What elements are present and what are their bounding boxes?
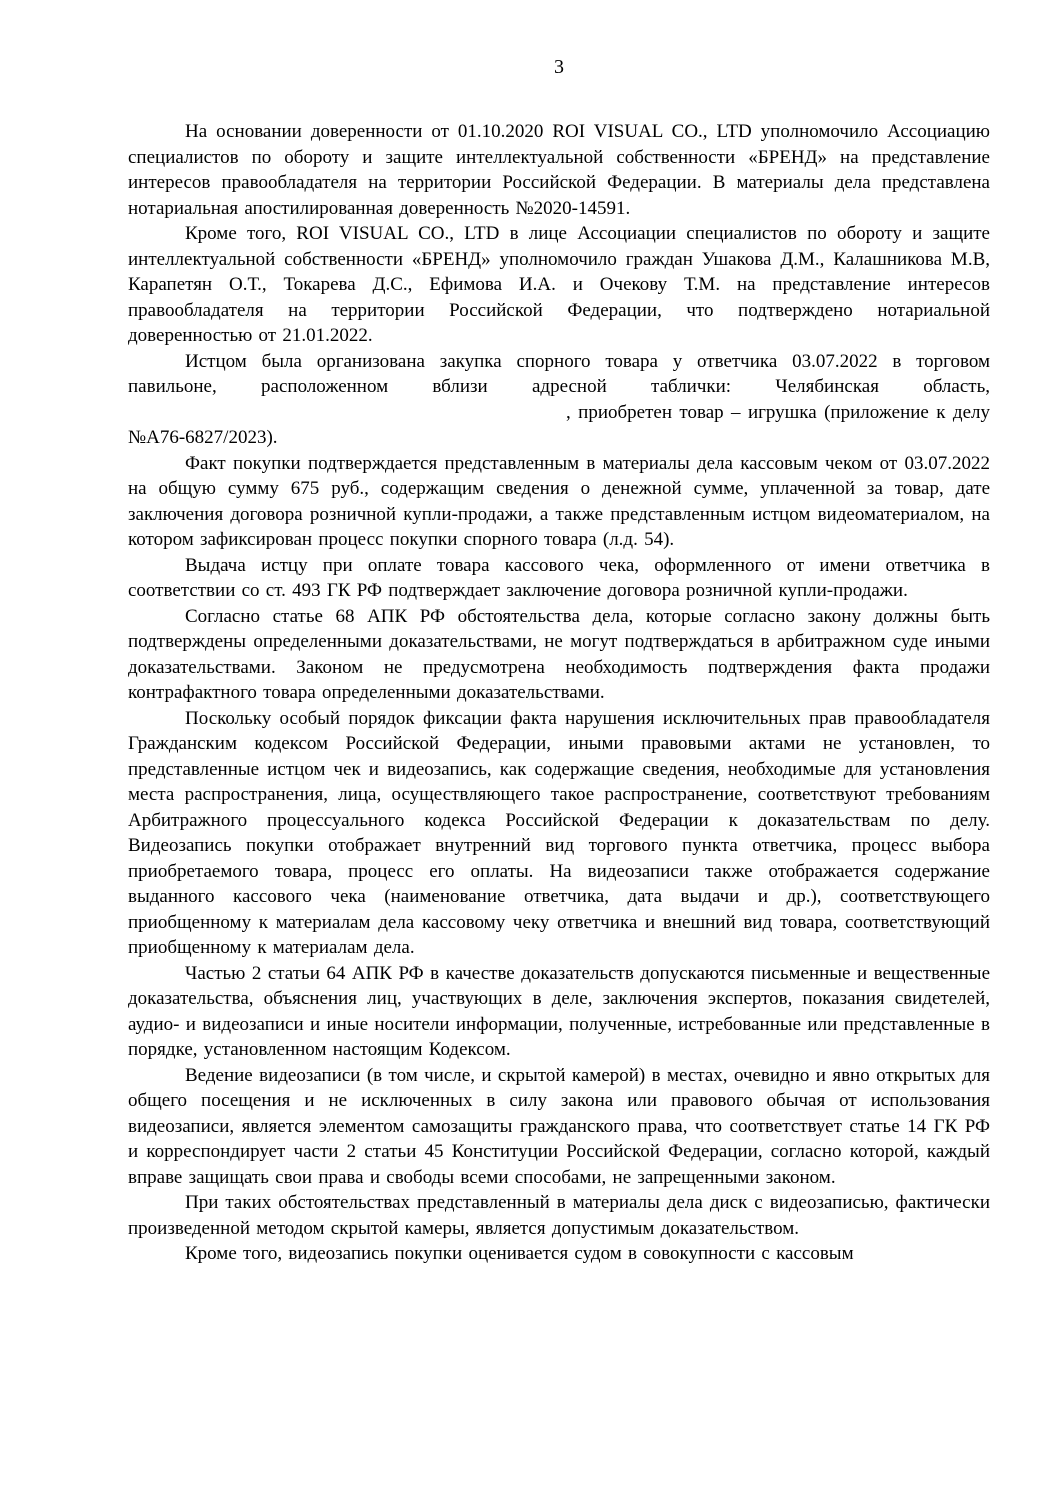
- paragraph-disc-admissible: При таких обстоятельствах представленный в материалы дела диск с видеозаписью, фактически произведенной методом скрытой камеры, является допустимым доказательством.: [128, 1192, 990, 1239]
- paragraph-receipt-contract: Выдача истцу при оплате товара кассового чека, оформленного от имени ответчика в соответствии со ст. 493 ГК РФ подтверждает заключение договора розничной купли-продажи.: [128, 554, 990, 601]
- document-body: [128, 119, 990, 1267]
- paragraph-purchase-location-text-before-redaction: Истцом была организована закупка спорного товара у ответчика 03.07.2022 в торговом павильоне, расположенном вблизи адресной таблички: Челябинская область,: [128, 350, 990, 397]
- paragraph-hidden-camera-law: Ведение видеозаписи (в том числе, и скрытой камерой) в местах, очевидно и явно открытых для общего посещения и не исключенных в силу закона или правового обычая от использования видеозаписи, является элементом самозащиты гражданского права, что соответствует статье 14 ГК РФ и корреспондирует части 2 статьи 45 Конституции Российской Федерации, согласно которой, каждый вправе защищать свои права и свободы всеми способами, не запрещенными законом.: [128, 1064, 990, 1188]
- paragraph-purchase-location-text-after-redaction: , приобретен товар – игрушка (приложение к делу №А76-6827/2023).: [128, 401, 990, 448]
- paragraph-apk-68: Согласно статье 68 АПК РФ обстоятельства дела, которые согласно закону должны быть подтверждены определенными доказательствами, не могут подтверждаться в арбитражном суде иными доказательствами. Законом не предусмотрена необходимость подтверждения факта продажи контрафактного товара определенными доказательствами.: [128, 605, 990, 703]
- redacted-address-gap: [128, 417, 566, 418]
- page-number: 3: [554, 56, 564, 78]
- paragraph-video-assessment: Кроме того, видеозапись покупки оценивается судом в совокупности с кассовым: [185, 1243, 854, 1264]
- paragraph-authorization-brand: На основании доверенности от 01.10.2020 ROI VISUAL CO., LTD уполномочило Ассоциацию специалистов по обороту и защите интеллектуальной собственности «БРЕНД» на представление интересов правообладателя на территории Российской Федерации. В материалы дела представлена нотариальная апостилированная доверенность №2020-14591.: [128, 121, 990, 219]
- paragraph-apk-64: Частью 2 статьи 64 АПК РФ в качестве доказательств допускаются письменные и вещественные доказательства, объяснения лиц, участвующих в деле, заключения экспертов, показания свидетелей, аудио- и видеозаписи и иные носители информации, полученные, истребованные или представленные в порядке, установленном настоящим Кодексом.: [128, 962, 990, 1060]
- paragraph-purchase-location: [128, 349, 990, 451]
- paragraph-authorized-citizens: Кроме того, ROI VISUAL CO., LTD в лице Ассоциации специалистов по обороту и защите интеллектуальной собственности «БРЕНД» уполномочило граждан Ушакова Д.М., Калашникова М.В, Карапетян О.Т., Токарева Д.С., Ефимова И.А. и Очекову Т.М. на представление интересов правообладателя на территории Российской Федерации, что подтверждено нотариальной доверенностью от 21.01.2022.: [128, 223, 990, 346]
- paragraph-evidence-video: Поскольку особый порядок фиксации факта нарушения исключительных прав правообладателя Гражданским кодексом Российской Федерации, иными правовыми актами не установлен, то представленные истцом чек и видеозапись, как содержащие сведения, необходимые для установления места распространения, лица, осуществляющего такое распространение, соответствуют требованиям Арбитражного процессуального кодекса Российской Федерации к доказательствам по делу. Видеозапись покупки отображает внутренний вид торгового пункта ответчика, процесс выбора приобретаемого товара, процесс его оплаты. На видеозаписи также отображается содержание выданного кассового чека (наименование ответчика, дата выдачи и др.), соответствующего приобщенному к материалам дела кассовому чеку ответчика и внешний вид товара, соответствующий приобщенному к материалам дела.: [128, 707, 990, 958]
- paragraph-receipt-fact: Факт покупки подтверждается представленным в материалы дела кассовым чеком от 03.07.2022 на общую сумму 675 руб., содержащим сведения о денежной сумме, уплаченной за товар, дате заключения договора розничной купли-продажи, а также представленным истцом видеоматериалом, на котором зафиксирован процесс покупки спорного товара (л.д. 54).: [128, 452, 990, 550]
